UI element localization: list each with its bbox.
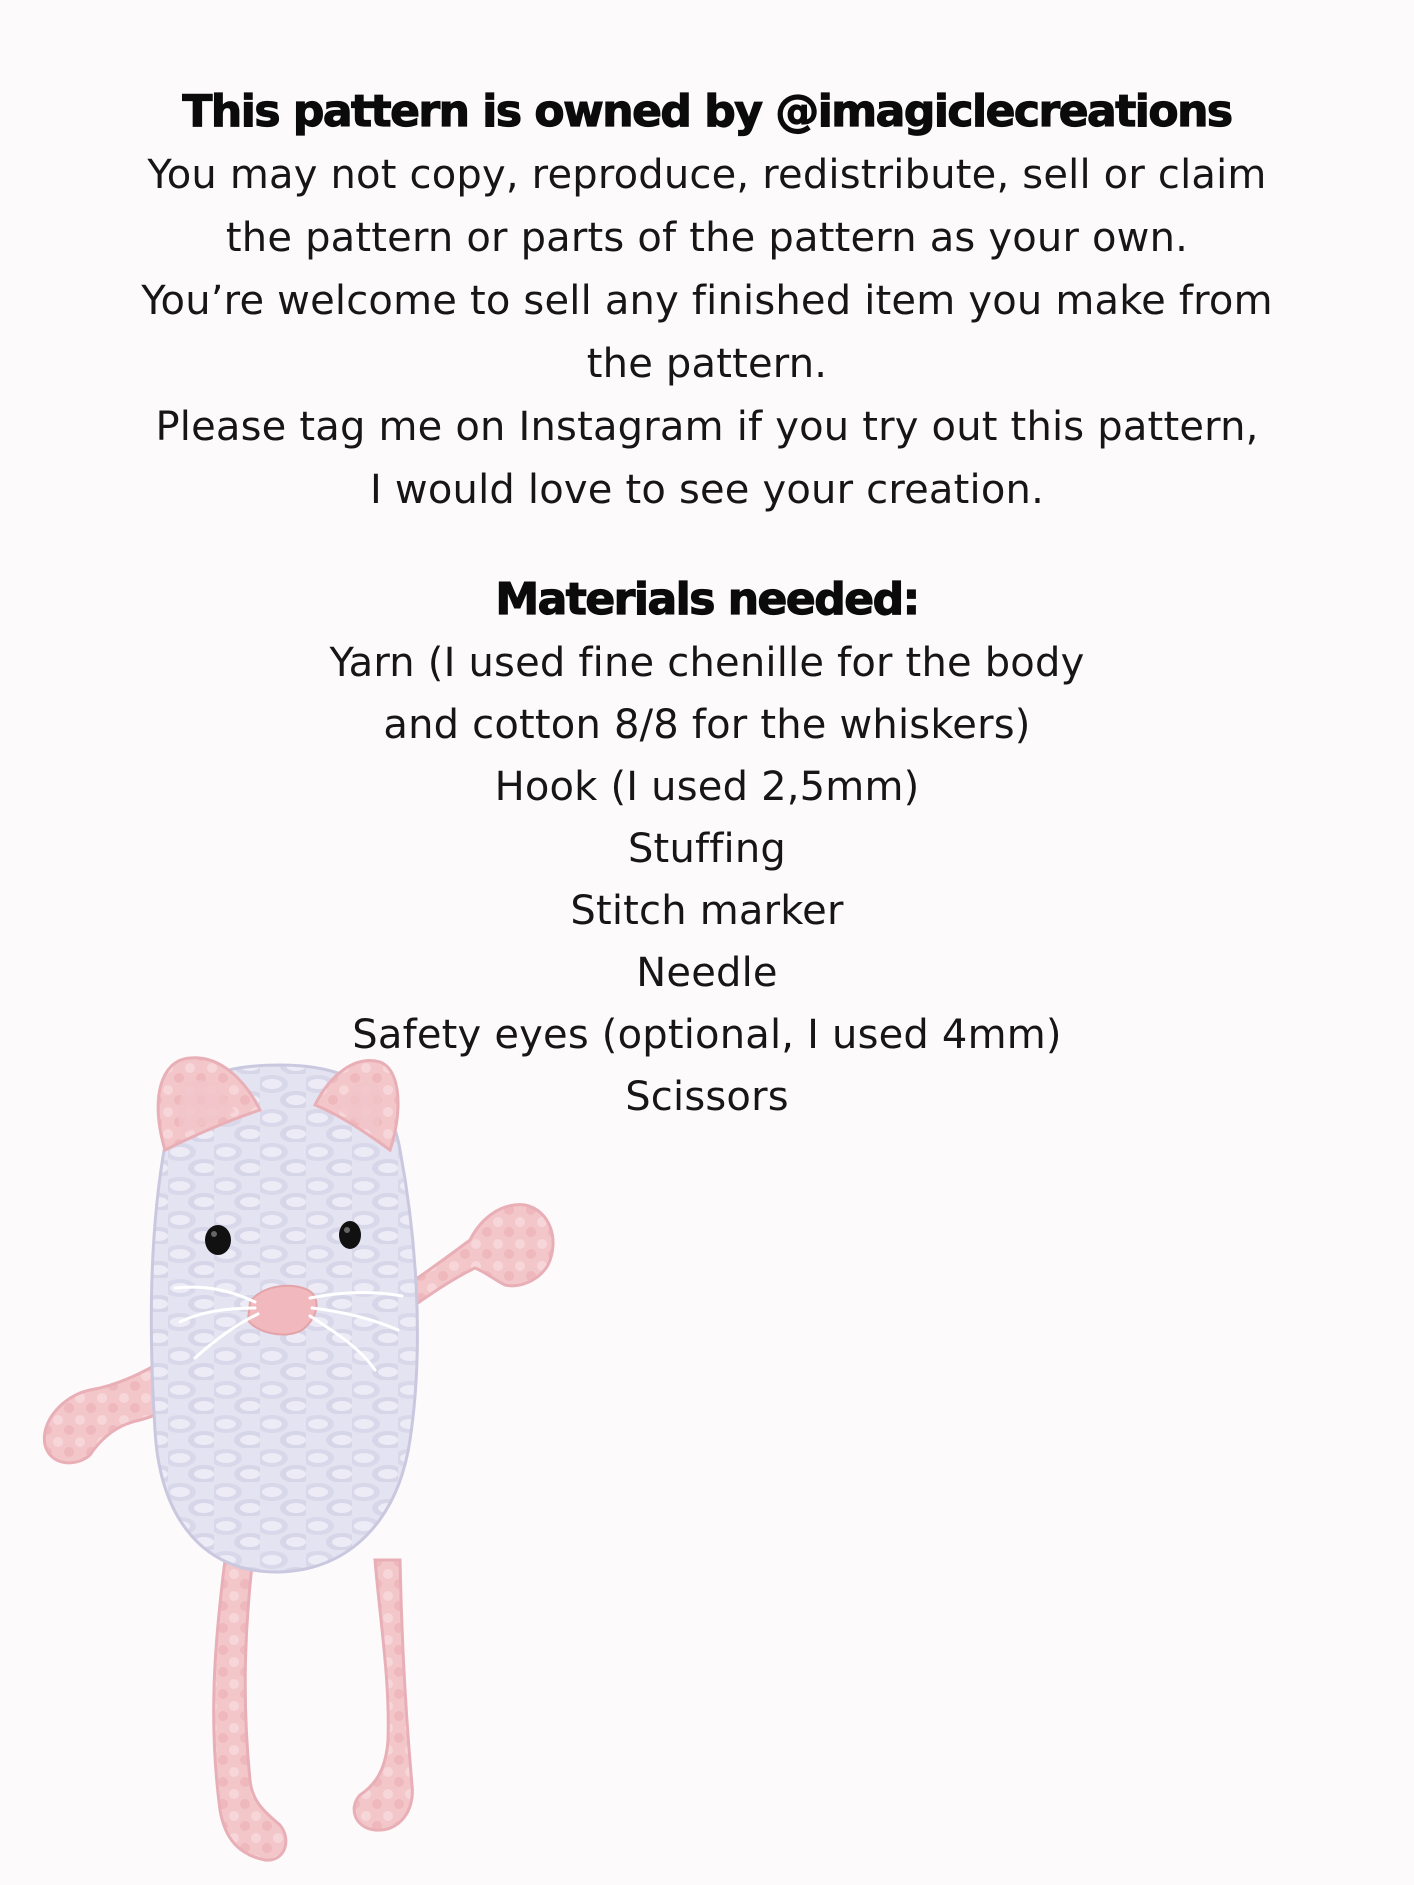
notice-line: You’re welcome to sell any finished item you make from: [141, 278, 1273, 324]
notice-line: You may not copy, reproduce, redistribute, sell or claim: [147, 152, 1267, 198]
materials-heading: Materials needed:: [495, 574, 919, 625]
crocheted-cat-plush-icon: [30, 1040, 680, 1885]
materials-item: Needle: [636, 950, 778, 996]
nose: [248, 1286, 317, 1335]
ownership-heading: This pattern is owned by @imagiclecreations: [182, 86, 1232, 137]
notice-line: the pattern or parts of the pattern as your own.: [225, 215, 1189, 261]
right-eye: [339, 1221, 361, 1249]
materials-item: Scissors: [625, 1074, 789, 1120]
left-eye: [205, 1225, 231, 1255]
right-arm: [400, 1205, 553, 1312]
notice-line: the pattern.: [586, 341, 828, 387]
right-leg: [354, 1560, 412, 1830]
materials-item: Yarn (I used fine chenille for the body: [329, 640, 1085, 686]
notice-line: Please tag me on Instagram if you try out this pattern,: [155, 404, 1259, 450]
materials-item: Stuffing: [627, 826, 787, 872]
materials-item: Safety eyes (optional, I used 4mm): [352, 1012, 1062, 1058]
notice-line: I would love to see your creation.: [370, 467, 1044, 513]
materials-item: Hook (I used 2,5mm): [494, 764, 920, 810]
left-leg: [214, 1560, 286, 1860]
materials-item: and cotton 8/8 for the whiskers): [383, 702, 1031, 748]
materials-item: Stitch marker: [570, 888, 844, 934]
